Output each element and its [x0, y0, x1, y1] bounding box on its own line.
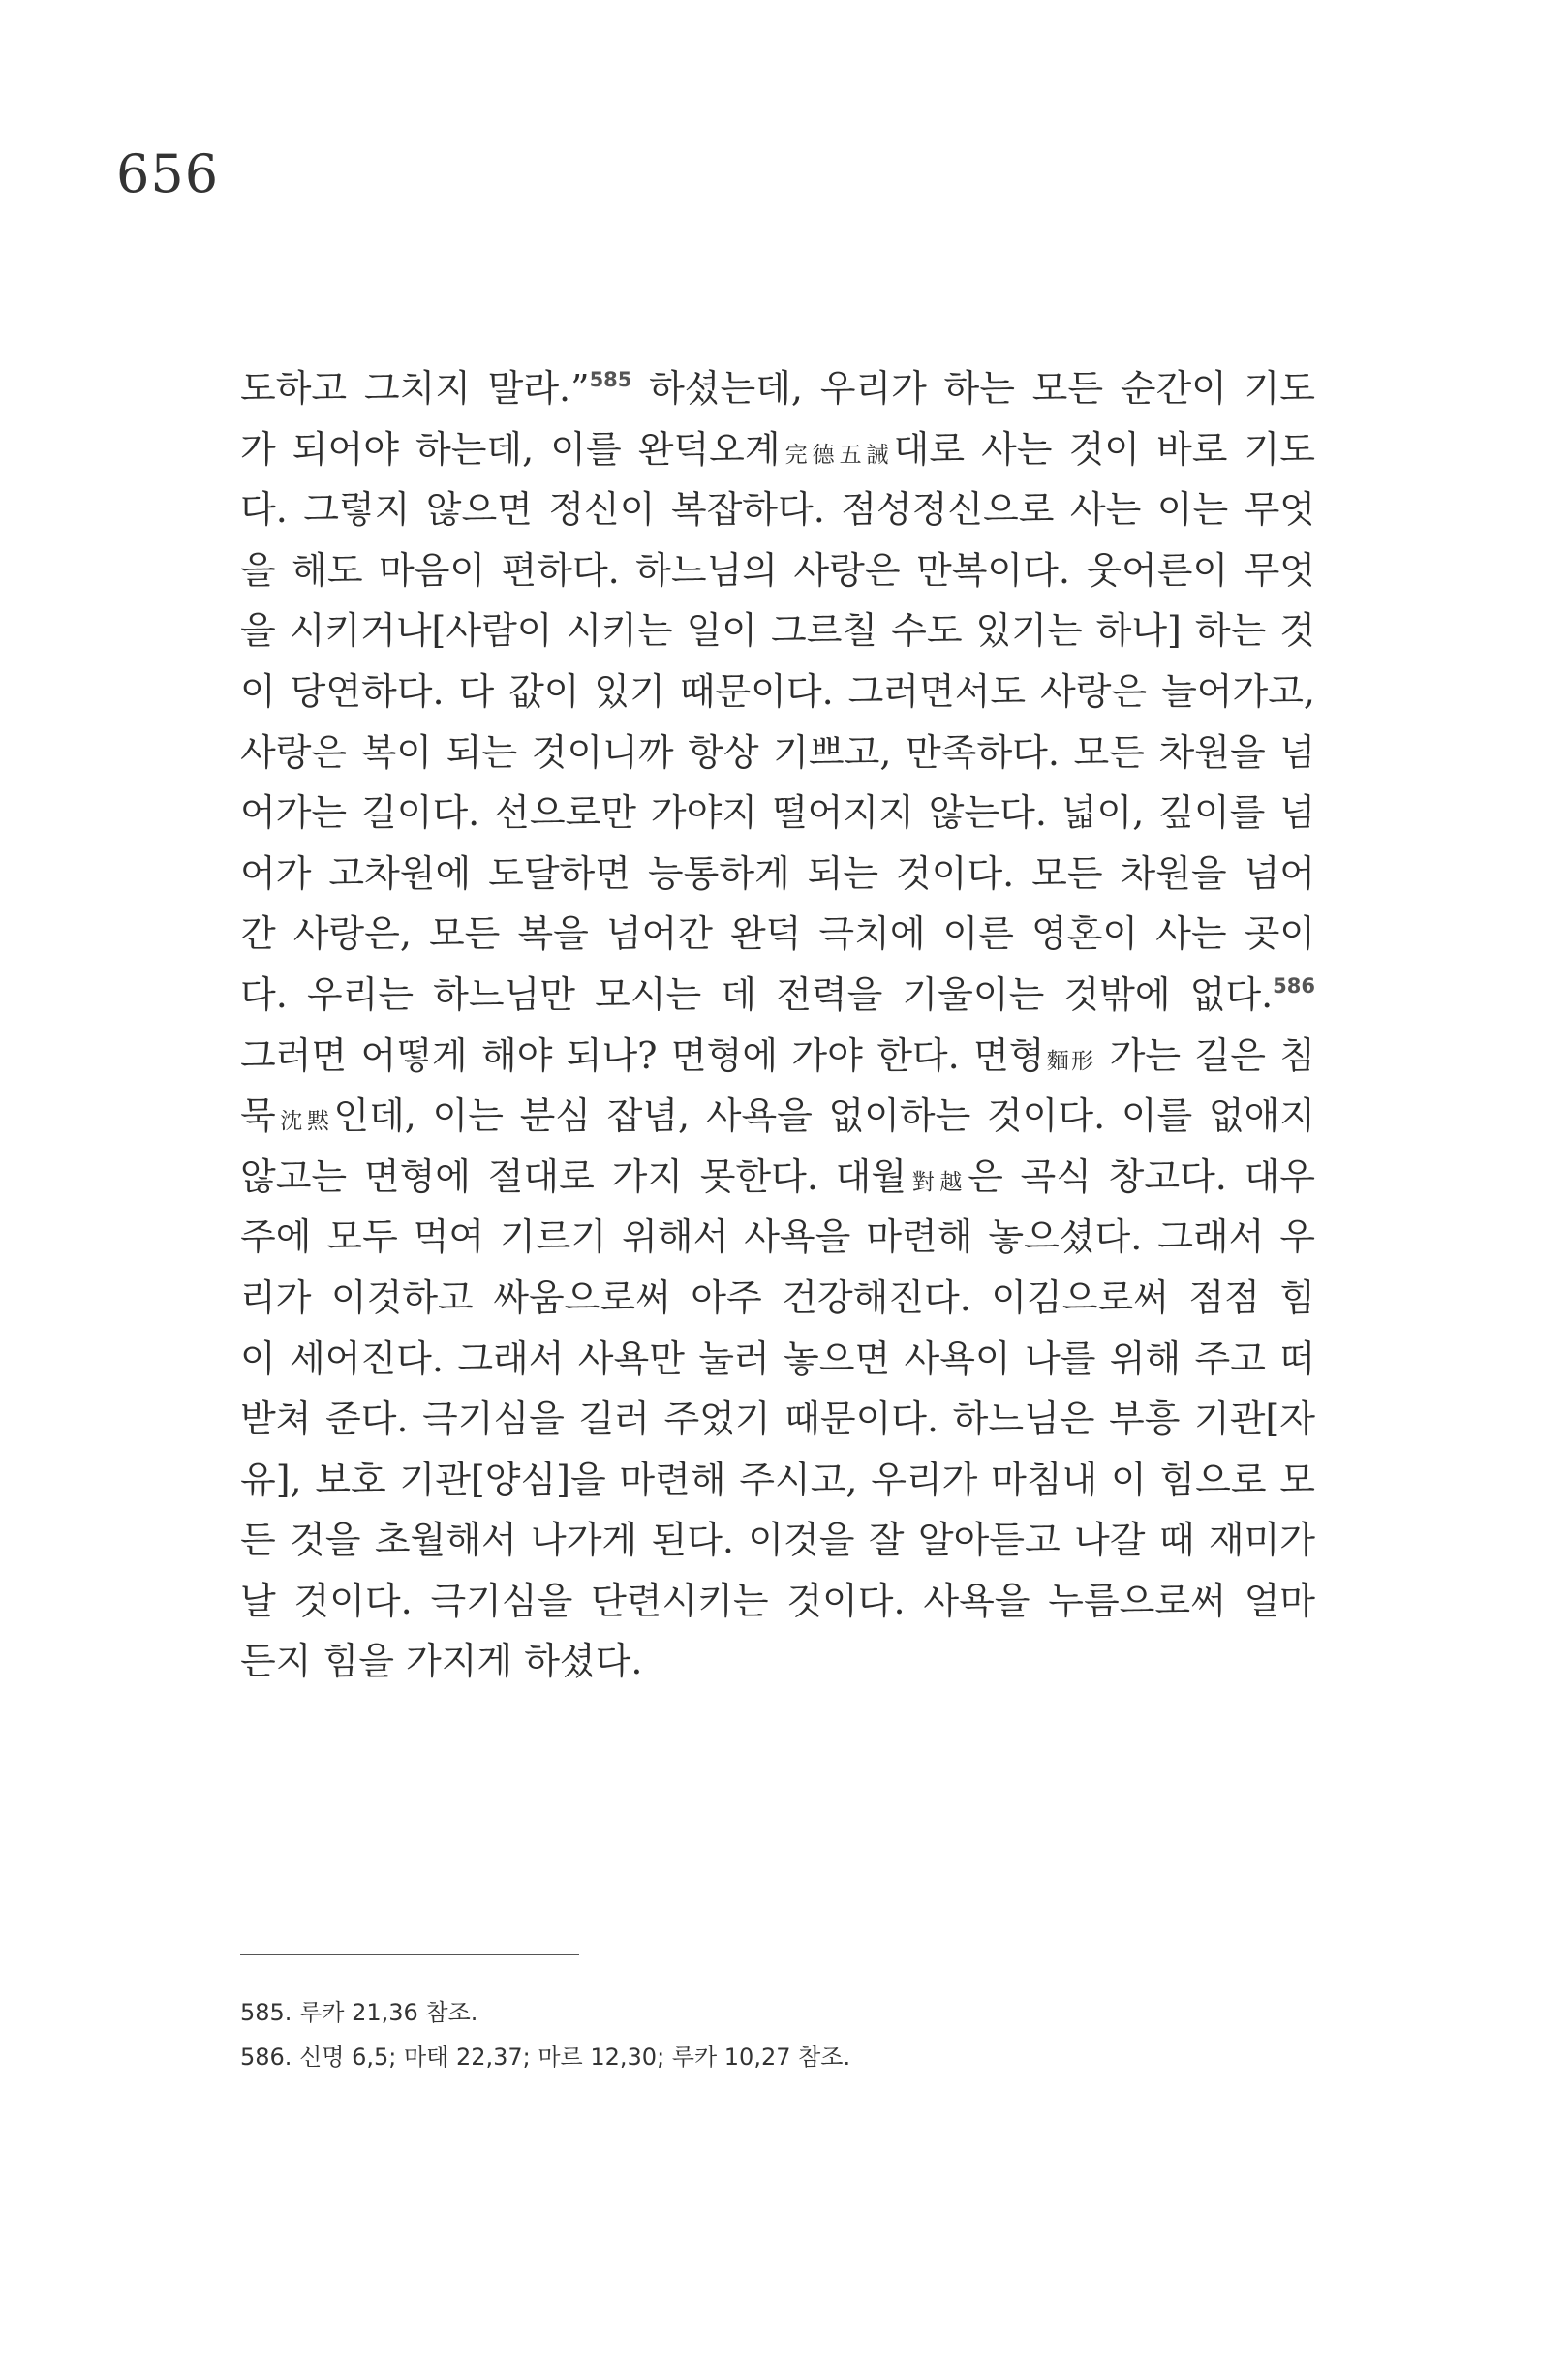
text-run: 이 세어진다. 그래서 사욕만 눌러 놓으면 사욕이 나를 위해 주고 떠 [240, 1337, 1315, 1380]
text-line [240, 1207, 1315, 1268]
text-line [240, 1631, 1315, 1692]
text-run: 주에 모두 먹여 기르기 위해서 사욕을 마련해 놓으셨다. 그래서 우 [240, 1215, 1315, 1259]
text-run: 간 사랑은, 모든 복을 넘어간 완덕 극치에 이른 영혼이 사는 곳이 [240, 912, 1315, 956]
text-run: 이 당연하다. 다 값이 있기 때문이다. 그러면서도 사랑은 늘어가고, [240, 669, 1315, 713]
body-text [240, 358, 1315, 1692]
text-line [240, 1389, 1315, 1450]
text-run: 날 것이다. 극기심을 단련시키는 것이다. 사욕을 누름으로써 얼마 [240, 1579, 1315, 1622]
text-run: 든 것을 초월해서 나가게 된다. 이것을 잘 알아듣고 나갈 때 재미가 [240, 1519, 1315, 1562]
text-line [240, 844, 1315, 905]
text-line [240, 479, 1315, 540]
text-run: 하셨는데, 우리가 하는 모든 순간이 기도 [631, 367, 1315, 410]
text-run: 묵 [240, 1094, 276, 1138]
footnote-divider [240, 1954, 579, 1955]
footnote-reference: 586 [1273, 973, 1315, 998]
text-run: 그러면 어떻게 해야 되나? 면형에 가야 한다. 면형 [240, 1033, 1045, 1077]
footnotes [240, 1990, 850, 2079]
text-line [240, 723, 1315, 784]
text-line [240, 1571, 1315, 1632]
text-line [240, 1147, 1315, 1208]
text-line [240, 358, 1315, 419]
text-line [240, 1086, 1315, 1147]
text-line [240, 1329, 1315, 1390]
text-line [240, 1026, 1315, 1087]
text-run: 어가는 길이다. 선으로만 가야지 떨어지지 않는다. 넓이, 깊이를 넘 [240, 791, 1315, 835]
footnote-585: 585. 루카 21,36 참조. [240, 1999, 478, 2026]
text-line [240, 661, 1315, 723]
text-run: 사랑은 복이 되는 것이니까 항상 기쁘고, 만족하다. 모든 차원을 넘 [240, 730, 1315, 774]
footnote-586: 586. 신명 6,5; 마태 22,37; 마르 12,30; 루카 10,27 참조. [240, 2044, 851, 2071]
text-line [240, 1268, 1315, 1329]
text-run: 유], 보호 기관[양심]을 마련해 주시고, 우리가 마침내 이 힘으로 모 [240, 1458, 1315, 1501]
text-run: 을 해도 마음이 편하다. 하느님의 사랑은 만복이다. 웃어른이 무엇 [240, 548, 1315, 592]
text-line [240, 783, 1315, 844]
text-run: 다. 우리는 하느님만 모시는 데 전력을 기울이는 것밖에 없다. [240, 972, 1274, 1016]
text-run: 리가 이것하고 싸움으로써 아주 건강해진다. 이김으로써 점점 힘 [240, 1276, 1315, 1319]
text-run: 든지 힘을 가지게 하셨다. [240, 1640, 643, 1683]
text-run: 인데, 이는 분심 잡념, 사욕을 없이하는 것이다. 이를 없애지 [333, 1094, 1315, 1138]
text-line [240, 965, 1315, 1026]
text-line [240, 540, 1315, 601]
footnote-reference: 585 [589, 368, 632, 391]
text-line [240, 419, 1315, 480]
hanja-gloss: 完德五誡 [780, 442, 894, 468]
hanja-gloss: 對越 [907, 1169, 968, 1195]
page-number: 656 [116, 143, 220, 204]
text-line [240, 1510, 1315, 1571]
text-line [240, 904, 1315, 965]
text-run: 받쳐 준다. 극기심을 길러 주었기 때문이다. 하느님은 부흥 기관[자 [240, 1398, 1315, 1441]
text-run: 도하고 그치지 말라.” [240, 367, 590, 410]
text-run: 않고는 면형에 절대로 가지 못한다. 대월 [240, 1154, 907, 1198]
text-run: 대로 사는 것이 바로 기도 [893, 427, 1316, 471]
text-line [240, 600, 1315, 661]
text-run: 어가 고차원에 도달하면 능통하게 되는 것이다. 모든 차원을 넘어 [240, 851, 1315, 895]
text-run: 다. 그렇지 않으면 정신이 복잡하다. 점성정신으로 사는 이는 무엇 [240, 488, 1315, 532]
text-line [240, 1450, 1315, 1511]
hanja-gloss: 麵形 [1044, 1048, 1096, 1074]
text-run: 을 시키거나[사람이 시키는 일이 그르칠 수도 있기는 하나] 하는 것 [240, 609, 1315, 653]
text-run: 가는 길은 침 [1095, 1033, 1316, 1077]
hanja-gloss: 沈黙 [275, 1109, 334, 1135]
text-run: 가 되어야 하는데, 이를 완덕오계 [240, 427, 781, 471]
text-run: 은 곡식 창고다. 대우 [968, 1154, 1316, 1198]
